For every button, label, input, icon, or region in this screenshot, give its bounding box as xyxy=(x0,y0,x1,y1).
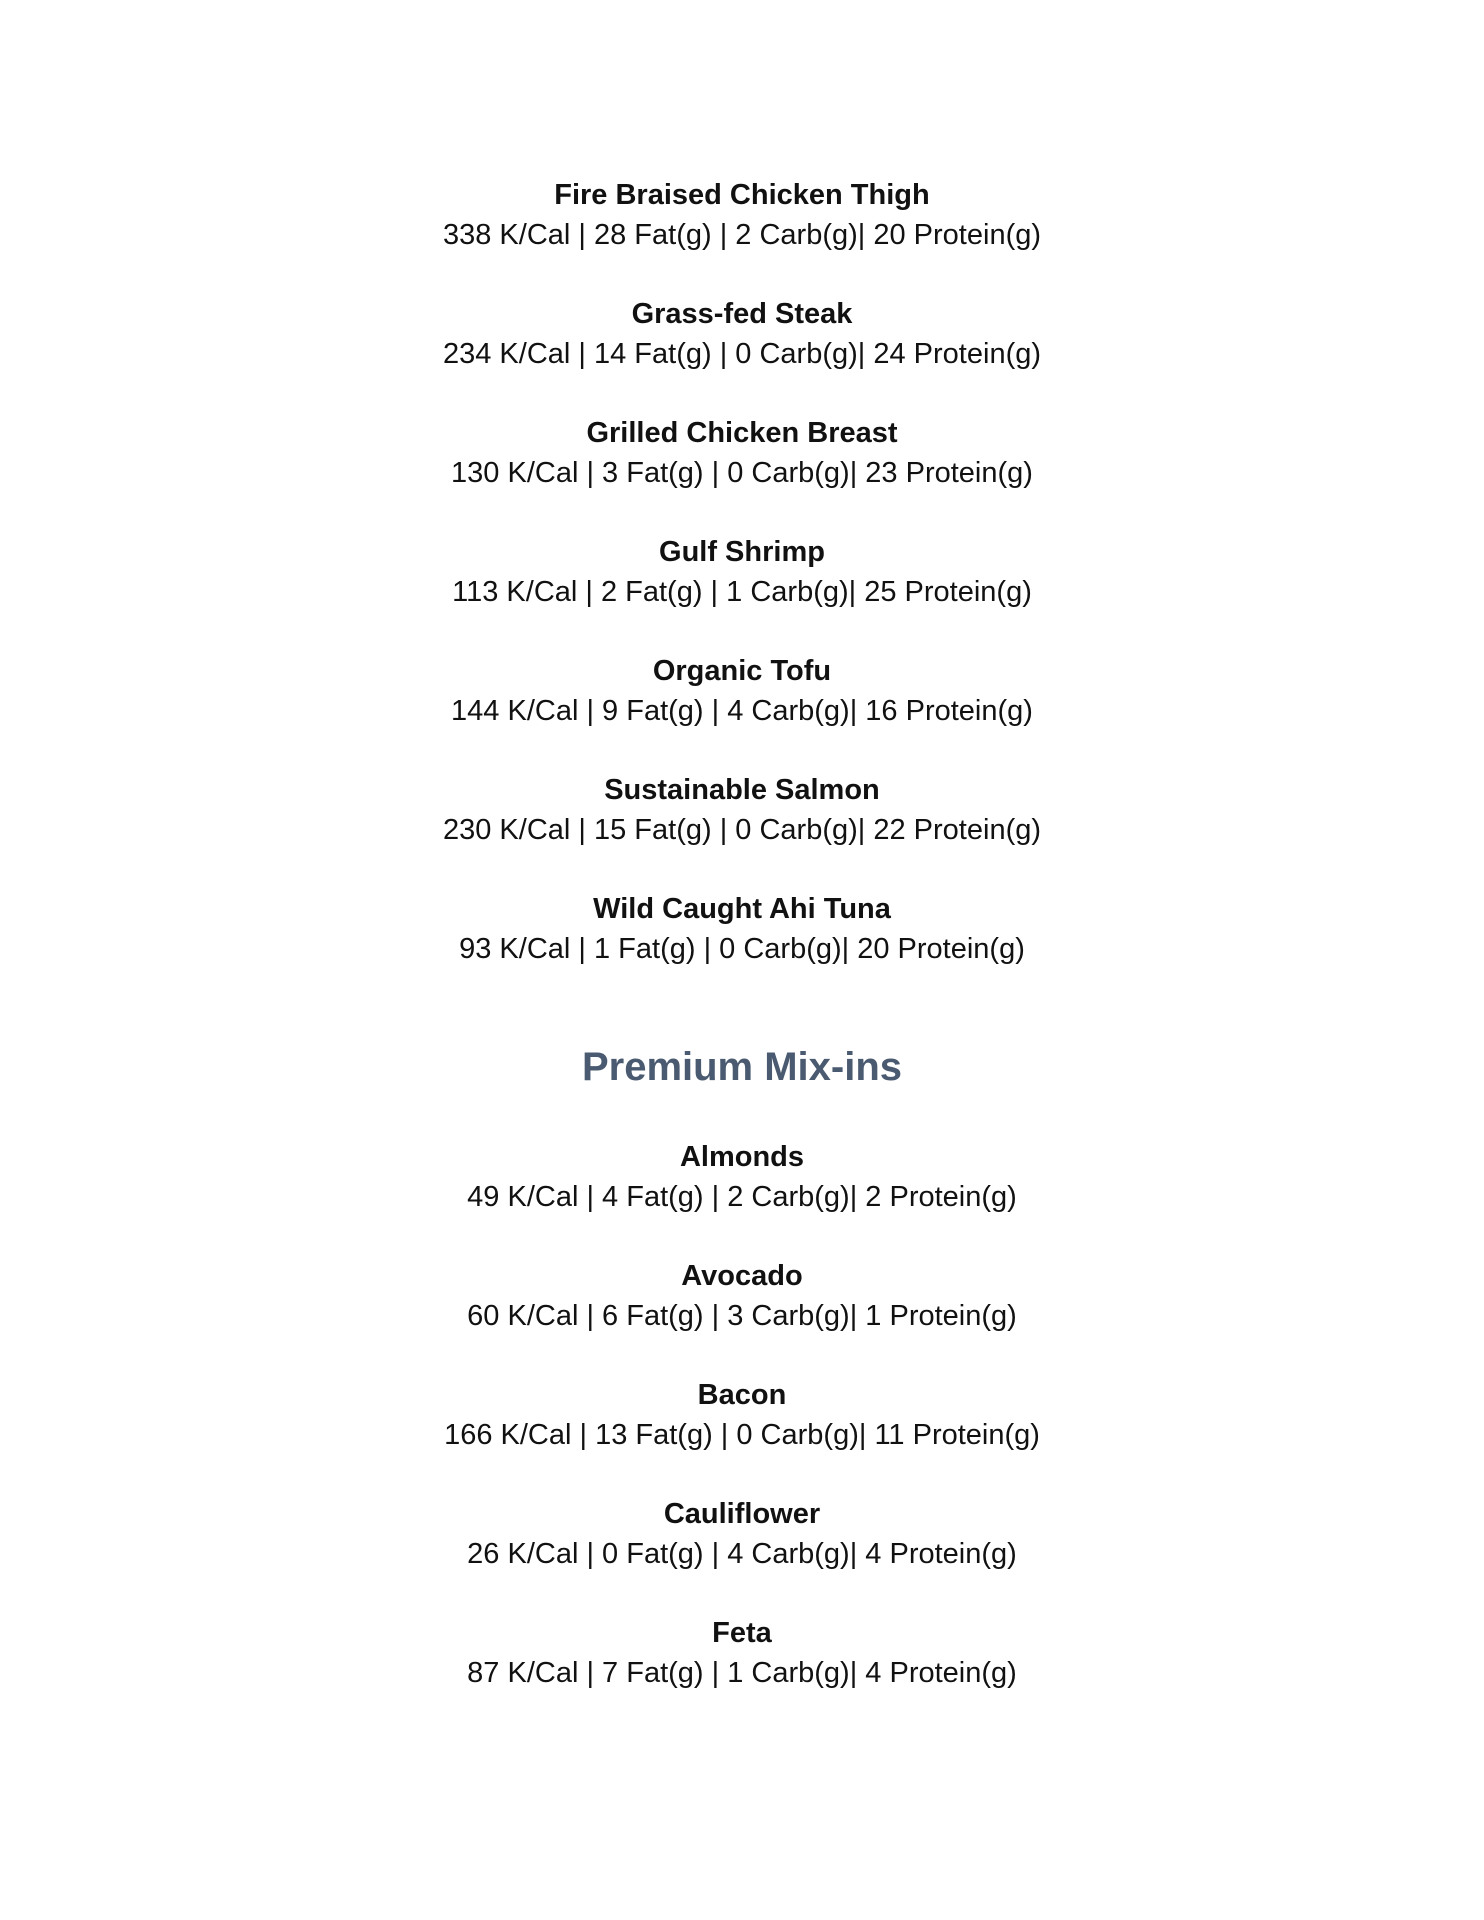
list-item xyxy=(0,1375,1484,1455)
list-item xyxy=(0,532,1484,612)
item-name: Grilled Chicken Breast xyxy=(586,417,898,449)
item-nutrition: 130 K/Cal | 3 Fat(g) | 0 Carb(g)| 23 Protein(g) xyxy=(451,457,1033,489)
item-name: Organic Tofu xyxy=(652,655,832,687)
item-name: Wild Caught Ahi Tuna xyxy=(593,893,891,925)
section-title: Premium Mix-ins xyxy=(581,1045,903,1089)
item-nutrition: 234 K/Cal | 14 Fat(g) | 0 Carb(g)| 24 Protein(g) xyxy=(442,338,1042,370)
item-name: Bacon xyxy=(697,1379,787,1411)
list-item xyxy=(0,651,1484,731)
item-name: Almonds xyxy=(679,1141,805,1173)
item-name: Grass-fed Steak xyxy=(631,298,853,330)
protein-list xyxy=(0,175,1484,1008)
list-item xyxy=(0,889,1484,969)
item-nutrition: 230 K/Cal | 15 Fat(g) | 0 Carb(g)| 22 Protein(g) xyxy=(442,814,1042,846)
list-item xyxy=(0,1494,1484,1574)
list-item xyxy=(0,770,1484,850)
item-nutrition: 60 K/Cal | 6 Fat(g) | 3 Carb(g)| 1 Protein(g) xyxy=(467,1300,1017,1332)
item-nutrition: 93 K/Cal | 1 Fat(g) | 0 Carb(g)| 20 Protein(g) xyxy=(459,933,1025,965)
item-nutrition: 338 K/Cal | 28 Fat(g) | 2 Carb(g)| 20 Protein(g) xyxy=(442,219,1042,251)
item-name: Fire Braised Chicken Thigh xyxy=(554,179,930,211)
list-item xyxy=(0,1256,1484,1336)
item-nutrition: 144 K/Cal | 9 Fat(g) | 4 Carb(g)| 16 Protein(g) xyxy=(451,695,1033,727)
list-item xyxy=(0,175,1484,255)
item-nutrition: 26 K/Cal | 0 Fat(g) | 4 Carb(g)| 4 Protein(g) xyxy=(467,1538,1017,1570)
item-name: Feta xyxy=(712,1617,772,1649)
item-nutrition: 166 K/Cal | 13 Fat(g) | 0 Carb(g)| 11 Protein(g) xyxy=(444,1419,1040,1451)
premium-mixins-section xyxy=(0,1040,1484,1094)
item-name: Cauliflower xyxy=(663,1498,821,1530)
item-name: Gulf Shrimp xyxy=(659,536,825,568)
list-item xyxy=(0,294,1484,374)
item-nutrition: 113 K/Cal | 2 Fat(g) | 1 Carb(g)| 25 Protein(g) xyxy=(452,576,1032,608)
list-item xyxy=(0,1137,1484,1217)
list-item xyxy=(0,413,1484,493)
item-nutrition: 49 K/Cal | 4 Fat(g) | 2 Carb(g)| 2 Protein(g) xyxy=(467,1181,1017,1213)
list-item xyxy=(0,1613,1484,1693)
item-nutrition: 87 K/Cal | 7 Fat(g) | 1 Carb(g)| 4 Protein(g) xyxy=(467,1657,1017,1689)
item-name: Sustainable Salmon xyxy=(604,774,880,806)
item-name: Avocado xyxy=(681,1260,803,1292)
premium-mixins-list xyxy=(0,1137,1484,1732)
